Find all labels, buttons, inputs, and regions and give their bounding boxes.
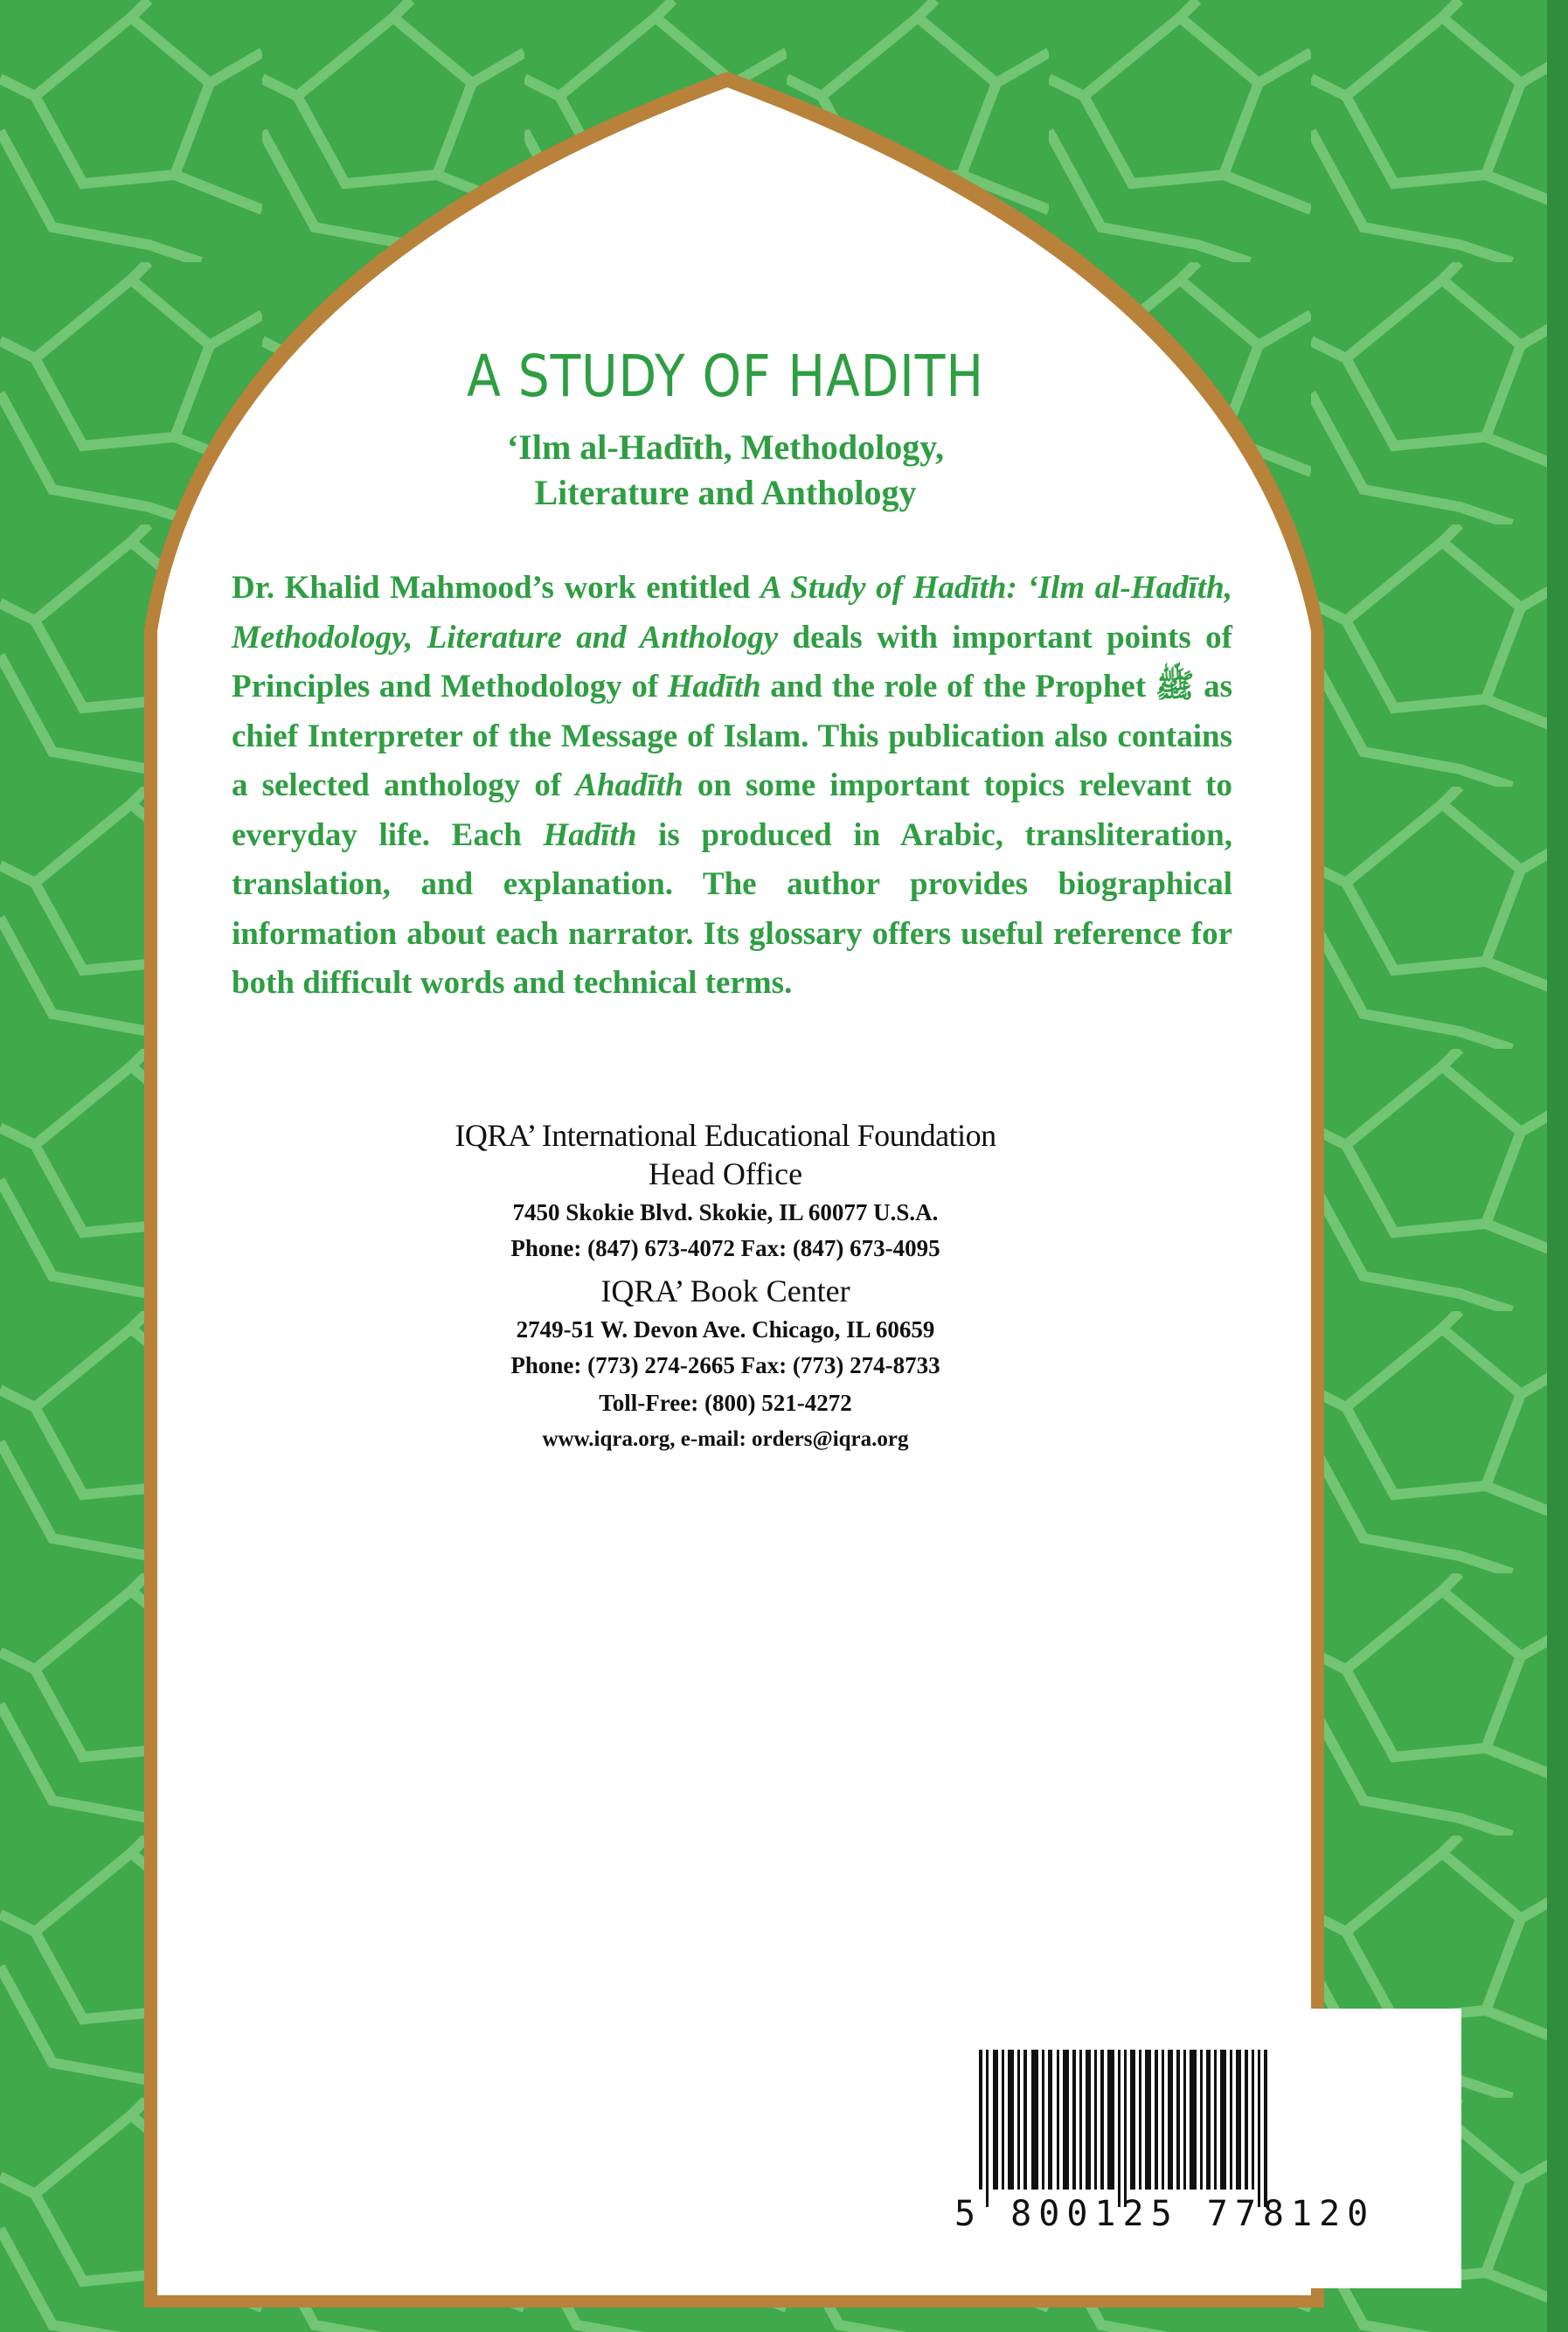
book-description	[232, 564, 1232, 1009]
head-office-address: 7450 Skokie Blvd. Skokie, IL 60077 U.S.A.	[512, 1199, 939, 1225]
desc-ahadith-term: Ahadīth	[575, 767, 683, 803]
book-subtitle-line1: ‘Ilm al-Hadīth, Methodology,	[506, 427, 945, 467]
book-title: A STUDY OF HADITH	[467, 343, 984, 410]
head-office-heading: Head Office	[648, 1156, 803, 1191]
book-subtitle-line2: Literature and Anthology	[534, 473, 917, 512]
desc-part4: on some important topics relevant to everyday life. Each	[232, 767, 1232, 853]
book-center-heading: IQRA’ Book Center	[600, 1274, 850, 1308]
book-center-address: 2749-51 W. Devon Ave. Chicago, IL 60659	[516, 1316, 935, 1343]
desc-hadith-term: Hadīth	[667, 669, 761, 704]
head-office-phone: Phone: (847) 673-4072 Fax: (847) 673-4095	[510, 1235, 940, 1261]
barcode-number: 5 800125 778120	[954, 2194, 1376, 2234]
desc-hadith-term-2: Hadīth	[543, 816, 637, 853]
desc-part5: is produced in Arabic, transliteration, translation, and explanation. The author provides biographical information about each narrator. Its glossary offers useful reference for both difficult words and technical terms.	[232, 816, 1233, 1001]
website-email: www.iqra.org, e-mail: orders@iqra.org	[542, 1427, 909, 1451]
desc-part1: Dr. Khalid Mahmood’s work entitled	[232, 570, 761, 606]
book-center-phone: Phone: (773) 274-2665 Fax: (773) 274-8733	[510, 1352, 940, 1378]
desc-part2: deals with important points of Principles and Methodology of	[232, 619, 1232, 704]
desc-part3: and the role of the Prophet ﷺ as chief Interpreter of the Message of Islam. This publication also contains a selected anthology of	[232, 669, 1232, 803]
toll-free-number: Toll-Free: (800) 521-4272	[599, 1390, 852, 1416]
desc-book-title: A Study of Hadīth: ‘Ilm al-Hadīth, Methodology, Literature and Anthology	[232, 570, 1232, 656]
publisher-name: IQRA’ International Educational Foundation	[454, 1118, 996, 1153]
